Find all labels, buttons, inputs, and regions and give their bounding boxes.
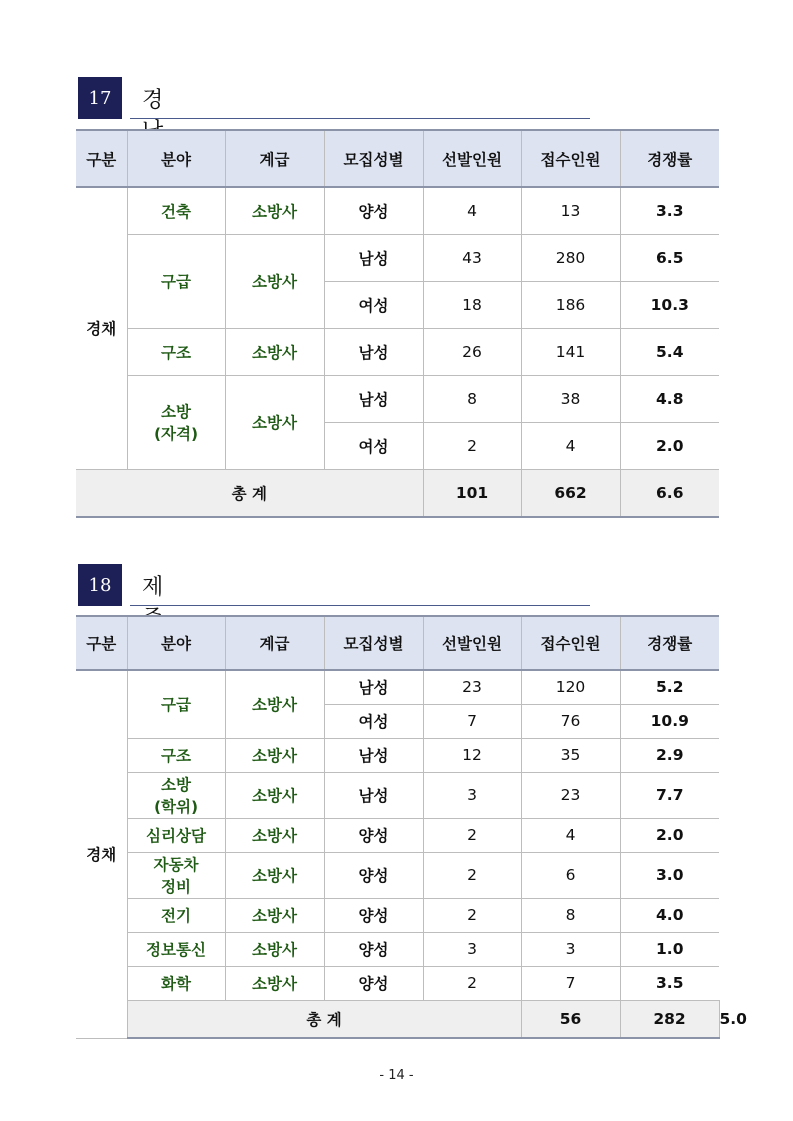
table-jeju — [76, 615, 747, 1039]
table-header-row — [76, 616, 719, 670]
gender-cell: 양성 — [324, 852, 423, 898]
field-cell: 심리상담 — [127, 818, 225, 852]
applied-cell: 23 — [521, 772, 620, 818]
page-number: - 14 - — [379, 1068, 414, 1083]
field-cell: 화학 — [127, 966, 225, 1000]
selected-cell: 8 — [423, 375, 521, 422]
gender-cell: 남성 — [324, 670, 423, 704]
header-rank: 계급 — [225, 616, 324, 670]
header-gender: 모집성별 — [324, 616, 423, 670]
gender-cell: 양성 — [324, 898, 423, 932]
total-selected: 56 — [521, 1000, 620, 1038]
field-cell: 구조 — [127, 328, 225, 375]
rank-cell: 소방사 — [225, 234, 324, 328]
gender-cell: 양성 — [324, 966, 423, 1000]
total-label: 총 계 — [76, 469, 423, 517]
ratio-cell: 4.8 — [620, 375, 719, 422]
section-title: 경 — [142, 88, 164, 113]
field-cell — [127, 852, 225, 898]
applied-cell: 8 — [521, 898, 620, 932]
table-row — [76, 932, 719, 966]
rank-cell: 소방사 — [225, 738, 324, 772]
ratio-cell: 10.9 — [620, 704, 719, 738]
selected-cell: 2 — [423, 898, 521, 932]
gender-cell: 남성 — [324, 375, 423, 422]
ratio-cell: 1.0 — [620, 932, 719, 966]
ratio-cell: 5.2 — [620, 670, 719, 704]
header-field: 분야 — [127, 616, 225, 670]
applied-cell: 4 — [521, 818, 620, 852]
gender-cell: 양성 — [324, 187, 423, 234]
section-title: 제 — [142, 575, 164, 600]
field-cell — [127, 375, 225, 469]
selected-cell: 2 — [423, 422, 521, 469]
section-underline — [130, 118, 590, 119]
gender-cell: 여성 — [324, 281, 423, 328]
table-row — [76, 966, 719, 1000]
rank-cell: 소방사 — [225, 932, 324, 966]
header-category: 구분 — [76, 130, 127, 187]
table-row — [76, 328, 719, 375]
field-cell: 정보통신 — [127, 932, 225, 966]
applied-cell: 76 — [521, 704, 620, 738]
gender-cell: 남성 — [324, 328, 423, 375]
field-line-1: 소방 — [161, 403, 191, 421]
section-underline — [130, 605, 590, 606]
ratio-cell: 3.5 — [620, 966, 719, 1000]
total-selected: 101 — [423, 469, 521, 517]
ratio-cell: 7.7 — [620, 772, 719, 818]
rank-cell: 소방사 — [225, 670, 324, 738]
field-cell: 구조 — [127, 738, 225, 772]
applied-cell: 35 — [521, 738, 620, 772]
rank-cell: 소방사 — [225, 818, 324, 852]
selected-cell: 43 — [423, 234, 521, 281]
selected-cell: 3 — [423, 772, 521, 818]
table-row — [76, 375, 719, 422]
selected-cell: 18 — [423, 281, 521, 328]
selected-cell: 2 — [423, 966, 521, 1000]
selected-cell: 2 — [423, 818, 521, 852]
ratio-cell: 2.0 — [620, 818, 719, 852]
rank-cell: 소방사 — [225, 375, 324, 469]
total-applied: 282 — [620, 1000, 719, 1038]
rank-cell: 소방사 — [225, 966, 324, 1000]
ratio-cell: 3.3 — [620, 187, 719, 234]
selected-cell: 7 — [423, 704, 521, 738]
selected-cell: 12 — [423, 738, 521, 772]
selected-cell: 4 — [423, 187, 521, 234]
header-applied: 접수인원 — [521, 616, 620, 670]
applied-cell: 4 — [521, 422, 620, 469]
header-ratio: 경쟁률 — [620, 130, 719, 187]
applied-cell: 141 — [521, 328, 620, 375]
applied-cell: 280 — [521, 234, 620, 281]
header-selected: 선발인원 — [423, 130, 521, 187]
field-cell — [127, 772, 225, 818]
applied-cell: 120 — [521, 670, 620, 704]
header-ratio: 경쟁률 — [620, 616, 719, 670]
gender-cell: 남성 — [324, 772, 423, 818]
table-row — [76, 234, 719, 281]
ratio-cell: 2.0 — [620, 422, 719, 469]
table-row — [76, 898, 719, 932]
header-field: 분야 — [127, 130, 225, 187]
header-category: 구분 — [76, 616, 127, 670]
header-rank: 계급 — [225, 130, 324, 187]
field-cell: 건축 — [127, 187, 225, 234]
gender-cell: 남성 — [324, 738, 423, 772]
applied-cell: 186 — [521, 281, 620, 328]
table-row — [76, 670, 719, 704]
table-row — [76, 852, 719, 898]
gender-cell: 여성 — [324, 422, 423, 469]
header-applied: 접수인원 — [521, 130, 620, 187]
total-ratio: 6.6 — [620, 469, 719, 517]
category-cell: 경채 — [76, 670, 127, 1038]
table-gyeongnam — [76, 129, 719, 518]
total-applied: 662 — [521, 469, 620, 517]
rank-cell: 소방사 — [225, 898, 324, 932]
field-line-2: (자격) — [153, 425, 199, 443]
table-row — [76, 818, 719, 852]
field-cell: 구급 — [127, 234, 225, 328]
table-header-row — [76, 130, 719, 187]
rank-cell: 소방사 — [225, 772, 324, 818]
header-selected: 선발인원 — [423, 616, 521, 670]
gender-cell: 남성 — [324, 234, 423, 281]
rank-cell: 소방사 — [225, 328, 324, 375]
field-line-2: (학위) — [153, 798, 199, 816]
applied-cell: 38 — [521, 375, 620, 422]
rank-cell: 소방사 — [225, 187, 324, 234]
table-row — [76, 738, 719, 772]
total-label: 총 계 — [127, 1000, 521, 1038]
field-line-1: 소방 — [161, 776, 191, 794]
ratio-cell: 4.0 — [620, 898, 719, 932]
gender-cell: 여성 — [324, 704, 423, 738]
table-row — [76, 187, 719, 234]
category-cell: 경채 — [76, 187, 127, 469]
ratio-cell: 3.0 — [620, 852, 719, 898]
ratio-cell: 2.9 — [620, 738, 719, 772]
total-row: 총 계 56 282 5.0 — [76, 1000, 719, 1038]
gender-cell: 양성 — [324, 932, 423, 966]
field-cell: 구급 — [127, 670, 225, 738]
rank-cell: 소방사 — [225, 852, 324, 898]
ratio-cell: 5.4 — [620, 328, 719, 375]
ratio-cell: 6.5 — [620, 234, 719, 281]
gender-cell: 양성 — [324, 818, 423, 852]
applied-cell: 7 — [521, 966, 620, 1000]
selected-cell: 2 — [423, 852, 521, 898]
ratio-cell: 10.3 — [620, 281, 719, 328]
total-row — [76, 469, 719, 517]
section-number: 17 — [78, 77, 122, 119]
selected-cell: 3 — [423, 932, 521, 966]
applied-cell: 6 — [521, 852, 620, 898]
field-line-2: 정비 — [161, 878, 191, 896]
section-number: 18 — [78, 564, 122, 606]
table-row — [76, 772, 719, 818]
header-gender: 모집성별 — [324, 130, 423, 187]
selected-cell: 23 — [423, 670, 521, 704]
field-line-1: 자동차 — [153, 856, 199, 874]
field-cell: 전기 — [127, 898, 225, 932]
applied-cell: 3 — [521, 932, 620, 966]
applied-cell: 13 — [521, 187, 620, 234]
selected-cell: 26 — [423, 328, 521, 375]
